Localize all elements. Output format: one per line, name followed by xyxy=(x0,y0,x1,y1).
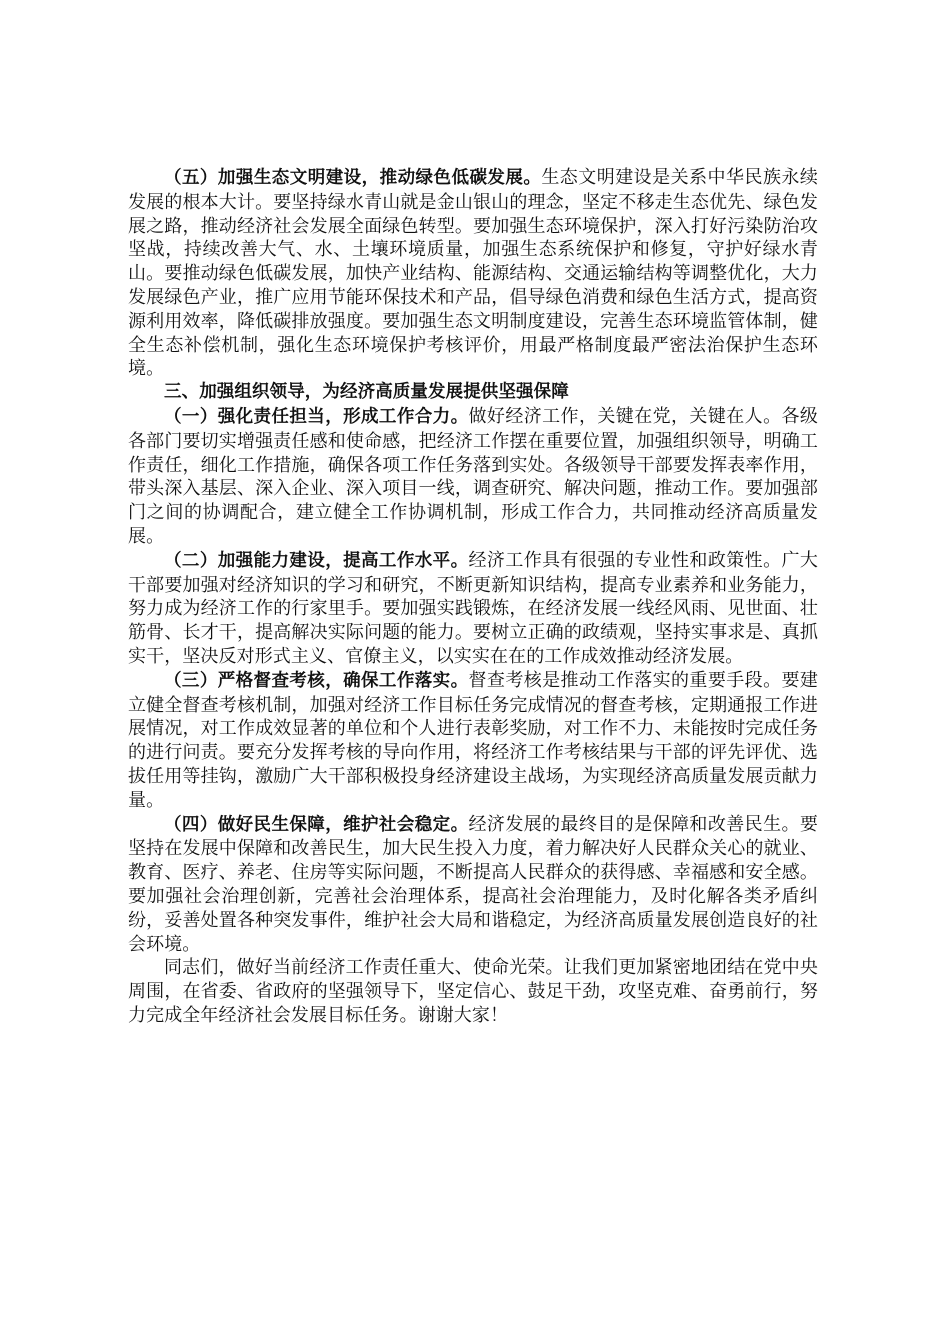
paragraph-responsibility xyxy=(128,405,818,549)
paragraph-text: 经济发展的最终目的是保障和改善民生。要坚持在发展中保障和改善民生，加大民生投入力度，着力解决好人民群众关心的就业、教育、医疗、养老、住房等实际问题，不断提高人民群众的获得感、幸福感和安全感。要加强社会治理创新，完善社会治理体系，提高社会治理能力，及时化解各类矛盾纠纷，妥善处置各种突发事件，维护社会大局和谐稳定，为经济高质量发展创造良好的社会环境。 xyxy=(128,813,818,955)
paragraph-supervision xyxy=(128,669,818,813)
paragraph-text: 督查考核是推动工作落实的重要手段。要建立健全督查考核机制，加强对经济工作目标任务完成情况的督查考核，定期通报工作进展情况，对工作成效显著的单位和个人进行表彰奖励，对工作不力、未能按时完成任务的进行问责。要充分发挥考核的导向作用，将经济工作考核结果与干部的评先评优、选拔任用等挂钩，激励广大干部积极投身经济建设主战场，为实现经济高质量发展贡献力量。 xyxy=(128,669,818,811)
paragraph-heading: （三）严格督查考核，确保工作落实。 xyxy=(164,670,469,691)
document-body xyxy=(128,166,818,1028)
paragraph-text: 做好经济工作，关键在党，关键在人。各级各部门要切实增强责任感和使命感，把经济工作摆在重要位置，加强组织领导，明确工作责任，细化工作措施，确保各项工作任务落到实处。各级领导干部要发挥表率作用，带头深入基层、深入企业、深入项目一线，调查研究、解决问题，推动工作。要加强部门之间的协调配合，建立健全工作协调机制，形成工作合力，共同推动经济高质量发展。 xyxy=(128,405,818,547)
paragraph-heading: （一）强化责任担当，形成工作合力。 xyxy=(164,406,469,427)
paragraph-heading: （四）做好民生保障，维护社会稳定。 xyxy=(164,814,469,835)
paragraph-heading: （五）加强生态文明建设，推动绿色低碳发展。 xyxy=(164,168,542,188)
paragraph-closing: 同志们，做好当前经济工作责任重大、使命光荣。让我们更加紧密地团结在党中央周围，在省委、省政府的坚强领导下，坚定信心、鼓足干劲，攻坚克难、奋勇前行，努力完成全年经济社会发展目标任务。谢谢大家！ xyxy=(128,957,818,1026)
paragraph-heading: （二）加强能力建设，提高工作水平。 xyxy=(164,550,469,571)
paragraph-ecological-civilization xyxy=(128,166,818,381)
paragraph-text: 生态文明建设是关系中华民族永续发展的根本大计。要坚持绿水青山就是金山银山的理念，坚定不移走生态优先、绿色发展之路，推动经济社会发展全面绿色转型。要加强生态环境保护，深入打好污染防治攻坚战，持续改善大气、水、土壤环境质量，加强生态系统保护和修复，守护好绿水青山。要推动绿色低碳发展，加快产业结构、能源结构、交通运输结构等调整优化，大力发展绿色产业，推广应用节能环保技术和产品，倡导绿色消费和绿色生活方式，提高资源利用效率，降低碳排放强度。要加强生态文明制度建设，完善生态环境监管体制，健全生态补偿机制，强化生态环境保护考核评价，用最严格制度最严密法治保护生态环境。 xyxy=(128,167,818,380)
paragraph-livelihood xyxy=(128,813,818,957)
paragraph-capability xyxy=(128,549,818,669)
section-heading-organization: 三、加强组织领导，为经济高质量发展提供坚强保障 xyxy=(164,382,569,403)
paragraph-text: 经济工作具有很强的专业性和政策性。广大干部要加强对经济知识的学习和研究，不断更新知识结构，提高专业素养和业务能力，努力成为经济工作的行家里手。要加强实践锻炼，在经济发展一线经风雨、见世面、壮筋骨、长才干，提高解决实际问题的能力。要树立正确的政绩观，坚持实事求是、真抓实干，坚决反对形式主义、官僚主义，以实实在在的工作成效推动经济发展。 xyxy=(128,549,818,667)
